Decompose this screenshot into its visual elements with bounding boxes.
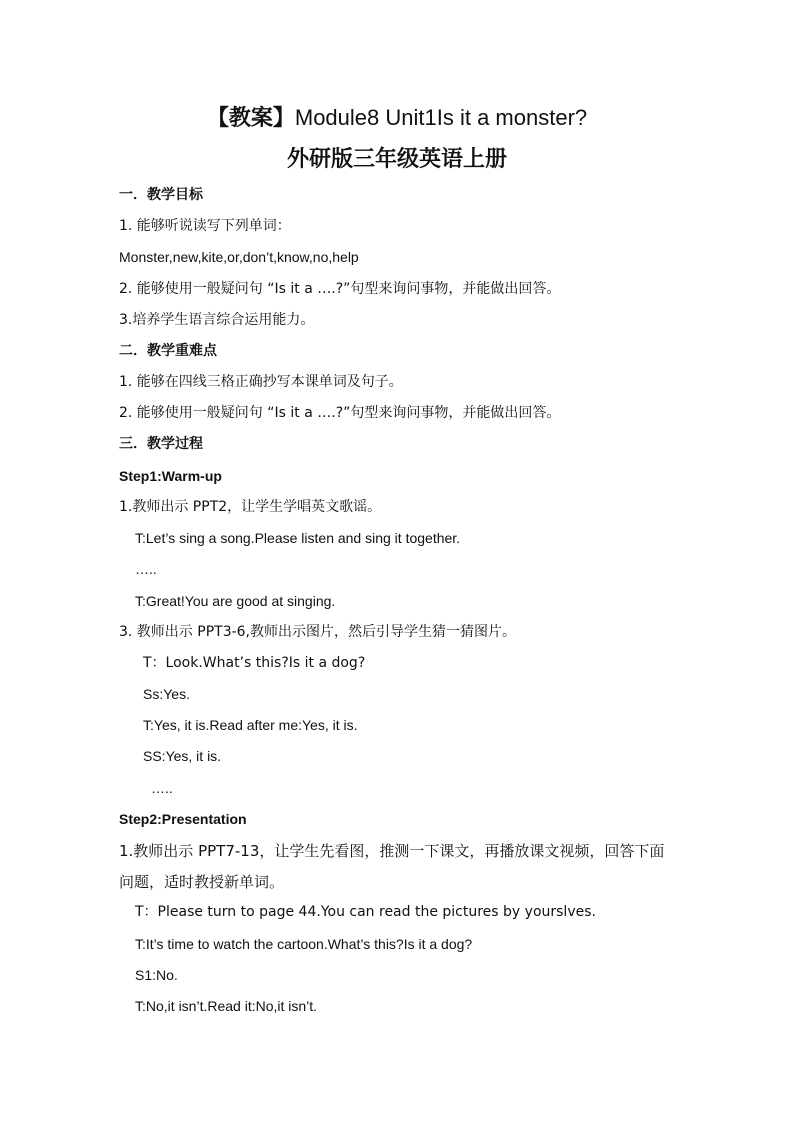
objective-item: 1. 能够听说读写下列单词： <box>119 218 291 234</box>
vocabulary-list: Monster,new,kite,or,don’t,know,no,help <box>119 249 359 265</box>
process-item: 3. 教师出示 PPT3-6,教师出示图片，然后引导学生猜一猜图片。 <box>119 624 517 640</box>
key-point-item: 2. 能够使用一般疑问句 “Is it a ….?”句型来询问事物，并能做出回答。 <box>119 405 561 421</box>
dialogue-line: T：Look.What’s this?Is it a dog? <box>143 655 366 671</box>
objective-item: 3.培养学生语言综合运用能力。 <box>119 312 315 328</box>
dialogue-line: SS:Yes, it is. <box>143 748 222 764</box>
dialogue-line: T:It’s time to watch the cartoon.What’s this?Is it a dog? <box>135 936 473 952</box>
dialogue-line: ….. <box>135 561 157 577</box>
section-heading-process: 三．教学过程 <box>119 436 203 452</box>
dialogue-line: T：Please turn to page 44.You can read the pictures by yourslves. <box>135 904 596 920</box>
dialogue-line: T:Let’s sing a song.Please listen and sing it together. <box>135 530 461 546</box>
dialogue-line: ….. <box>151 780 173 796</box>
objective-item: 2. 能够使用一般疑问句 “Is it a ….?”句型来询问事物，并能做出回答。 <box>119 281 561 297</box>
title-prefix: 【教案】 <box>206 106 295 131</box>
step-heading: Step1:Warm-up <box>119 468 222 484</box>
document-title <box>0 101 794 136</box>
section-heading-key-points: 二．教学重难点 <box>119 343 217 359</box>
document-subtitle: 外研版三年级英语上册 <box>286 147 507 172</box>
dialogue-line: Ss:Yes. <box>143 686 190 702</box>
process-item: 1.教师出示 PPT2，让学生学唱英文歌谣。 <box>119 499 382 515</box>
dialogue-line: T:No,it isn’t.Read it:No,it isn’t. <box>135 998 318 1014</box>
process-paragraph: 1.教师出示 PPT7-13，让学生先看图，推测一下课文，再播放课文视频，回答下面问题，适时教授新单词。 <box>119 842 665 891</box>
key-point-item: 1. 能够在四线三格正确抄写本课单词及句子。 <box>119 374 403 390</box>
section-heading-objectives: 一．教学目标 <box>119 187 203 203</box>
dialogue-line: T:Great!You are good at singing. <box>135 593 336 609</box>
dialogue-line: S1:No. <box>135 967 178 983</box>
title-main: Module8 Unit1Is it a monster? <box>294 105 588 130</box>
step-heading: Step2:Presentation <box>119 811 247 827</box>
dialogue-line: T:Yes, it is.Read after me:Yes, it is. <box>143 717 358 733</box>
